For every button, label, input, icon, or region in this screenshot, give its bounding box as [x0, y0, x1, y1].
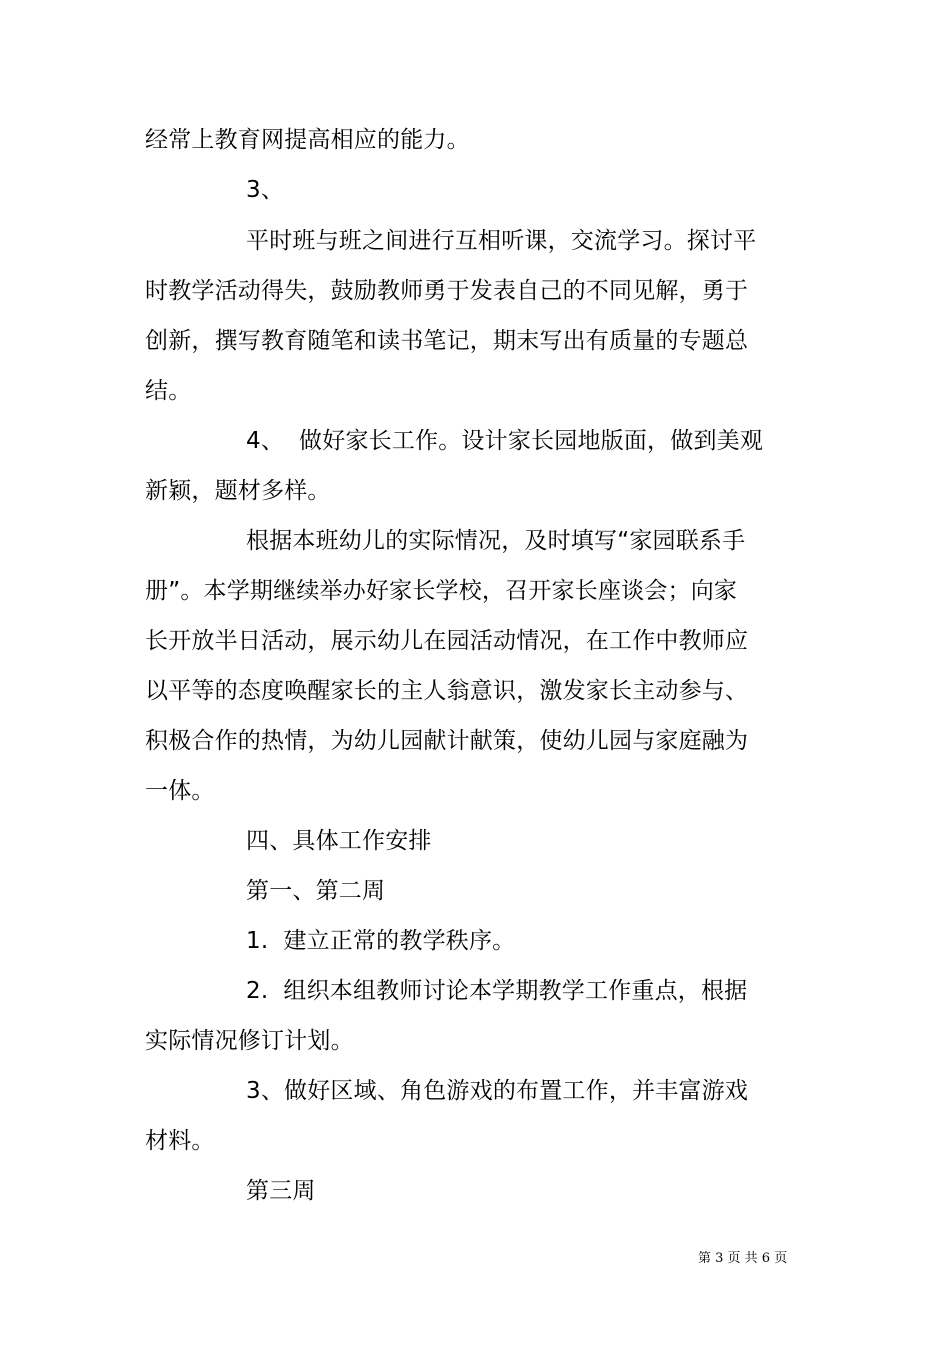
- text-line: 积极合作的热情，为幼儿园献计献策，使幼儿园与家庭融为: [145, 728, 749, 754]
- list-item: 2. 组织本组教师讨论本学期教学工作重点，根据: [246, 978, 748, 1004]
- page-number-footer: 第 3 页 共 6 页: [698, 1251, 788, 1266]
- text-line: 材料。: [145, 1128, 215, 1154]
- list-item: 3、做好区域、角色游戏的布置工作，并丰富游戏: [246, 1078, 749, 1104]
- text-line: 经常上教育网提高相应的能力。: [145, 127, 470, 153]
- text-line: 时教学活动得失，鼓励教师勇于发表自己的不同见解，勇于: [145, 278, 749, 304]
- text-line: 实际情况修订计划。: [145, 1028, 354, 1054]
- text-line: 册”。本学期继续举办好家长学校，召开家长座谈会；向家: [145, 578, 738, 604]
- week-heading: 第三周: [246, 1178, 316, 1204]
- text-line: 长开放半日活动，展示幼儿在园活动情况，在工作中教师应: [145, 628, 749, 654]
- text-line: 新颖，题材多样。: [145, 478, 331, 504]
- text-line: 根据本班幼儿的实际情况，及时填写“家园联系手: [246, 528, 746, 554]
- section-heading: 四、具体工作安排: [246, 828, 432, 854]
- text-line: 一体。: [145, 778, 215, 804]
- text-line: 以平等的态度唤醒家长的主人翁意识，激发家长主动参与、: [145, 678, 749, 704]
- week-heading: 第一、第二周: [246, 878, 386, 904]
- text-line: 3、: [246, 177, 285, 203]
- list-item: 1. 建立正常的教学秩序。: [246, 928, 516, 954]
- text-line: 4、 做好家长工作。设计家长园地版面，做到美观: [246, 428, 764, 454]
- text-line: 平时班与班之间进行互相听课，交流学习。探讨平: [246, 228, 757, 254]
- text-line: 结。: [145, 378, 192, 404]
- text-line: 创新，撰写教育随笔和读书笔记，期末写出有质量的专题总: [145, 328, 749, 354]
